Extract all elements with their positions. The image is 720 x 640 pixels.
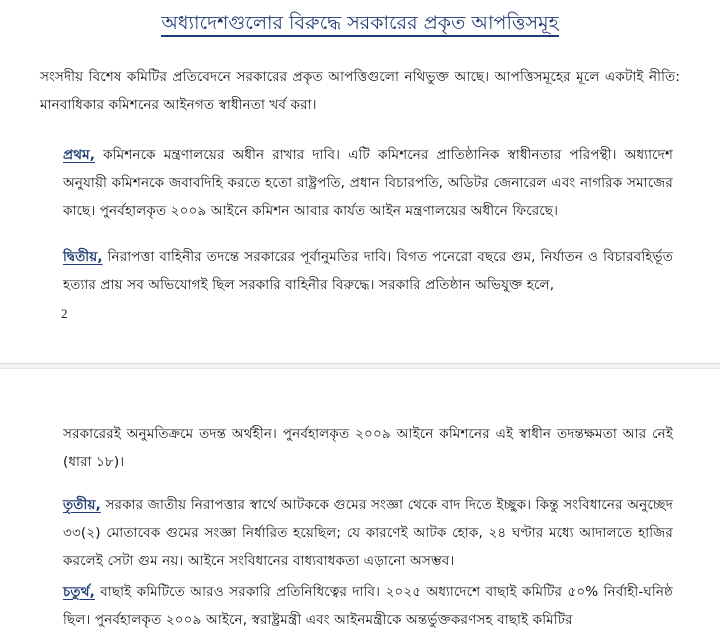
point-third-paragraph <box>63 491 673 575</box>
point-third-label: তৃতীয়, <box>63 497 101 513</box>
point-second-paragraph <box>63 243 673 299</box>
document-title-text: অধ্যাদেশগুলোর বিরুদ্ধে সরকারের প্রকৃত আপত্তিসমূহ <box>161 12 558 37</box>
point-second-continuation: সরকারেরই অনুমতিক্রমে তদন্ত অর্থহীন। পুনর্বহালকৃত ২০০৯ আইনে কমিশনের এই স্বাধীন তদন্তক্ষমতা আর নেই (ধারা ১৮)। <box>63 426 673 470</box>
point-second-label: দ্বিতীয়, <box>63 249 103 265</box>
point-second-text: নিরাপত্তা বাহিনীর তদন্তে সরকারের পূর্বানুমতির দাবি। বিগত পনেরো বছরে গুম, নির্যাতন ও বিচারবহির্ভূত হত্যার প্রায় সব অভিযোগই ছিল সরকারি বাহিনীর বিরুদ্ধে। সরকারি প্রতিষ্ঠান অভিযুক্ত হলে, <box>63 249 673 293</box>
point-fourth-label: চতুর্থ, <box>63 584 95 600</box>
point-first-paragraph <box>63 141 673 225</box>
point-fourth-text: বাছাই কমিটিতে আরও সরকারি প্রতিনিধিত্বের দাবি। ২০২৫ অধ্যাদেশে বাছাই কমিটির ৫০% নির্বাহী-ঘনিষ্ঠ ছিল। পুনর্বহালকৃত ২০০৯ আইনে, স্বরাষ্ট্রমন্ত্রী এবং আইনমন্ত্রীকে অন্তর্ভুক্তকরণসহ বাছাই কমিটির <box>63 584 673 628</box>
intro-paragraph: সংসদীয় বিশেষ কমিটির প্রতিবেদনে সরকারের প্রকৃত আপত্তিগুলো নথিভুক্ত আছে। আপত্তিসমূহের মূলে একটাই নীতি: মানবাধিকার কমিশনের আইনগত স্বাধীনতা খর্ব করা। <box>40 69 680 113</box>
document-title <box>0 9 720 41</box>
point-third-text: সরকার জাতীয় নিরাপত্তার স্বার্থে আটককে গুমের সংজ্ঞা থেকে বাদ দিতে ইচ্ছুক। কিন্তু সংবিধানের অনুচ্ছেদ ৩৩(২) মোতাবেক গুমের সংজ্ঞা নির্ধারিত হয়েছিল; যে কারণেই আটক হোক, ২৪ ঘণ্টার মধ্যে আদালতে হাজির করলেই সেটা গুম নয়। আইনে সংবিধানের বাধ্যবাধকতা এড়ানো অসম্ভব। <box>63 497 673 569</box>
point-first-text: কমিশনকে মন্ত্রণালয়ের অধীন রাখার দাবি। এটি কমিশনের প্রাতিষ্ঠানিক স্বাধীনতার পরিপন্থী। অধ্যাদেশ অনুযায়ী কমিশনকে জবাবদিহি করতে হতো রাষ্ট্রপতি, প্রধান বিচারপতি, অডিটর জেনারেল এবং নাগরিক সমাজের কাছে। পুনর্বহালকৃত ২০০৯ আইনে কমিশন আবার কার্যত আইন মন্ত্রণালয়ের অধীনে ফিরেছে। <box>63 147 673 219</box>
point-first-label: প্রথম, <box>63 147 96 163</box>
page-number: 2 <box>61 306 68 321</box>
point-fourth-paragraph <box>63 578 673 634</box>
